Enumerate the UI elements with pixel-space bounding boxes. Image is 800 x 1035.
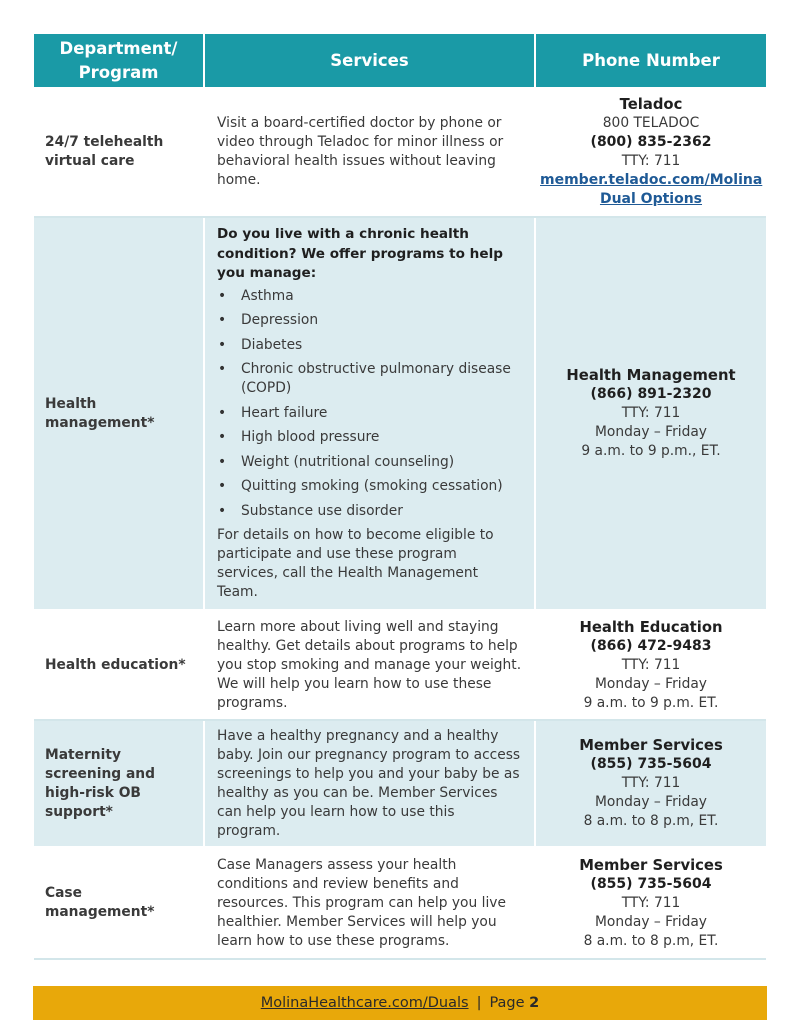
phone-tty: TTY: 711 (621, 775, 681, 791)
services-cell: Learn more about living well and staying healthy. Get details about programs to help you stop smoking and manage your weight. We will help you learn how to use these programs. (204, 610, 535, 720)
department-cell: 24/7 telehealth virtual care (34, 87, 204, 217)
phone-cell (535, 87, 766, 217)
header-services: Services (204, 34, 535, 87)
phone-number: (855) 735-5604 (590, 875, 712, 892)
teladoc-link-line1: member.teladoc.com/Molina (540, 171, 763, 188)
phone-hours: 9 a.m. to 9 p.m. ET. (583, 694, 719, 711)
table-row-health-education (34, 610, 766, 720)
phone-tty: TTY: 711 (621, 894, 681, 911)
teladoc-link-line2: Dual Options (599, 190, 703, 207)
department-cell: Maternity screening and high-risk OB support* (34, 720, 204, 847)
header-phone-number: Phone Number (535, 34, 766, 87)
table-row-telehealth (34, 87, 766, 217)
table-row-maternity (34, 720, 766, 847)
list-item: • Quitting smoking (smoking cessation) (217, 477, 522, 496)
phone-tty: TTY: 711 (621, 405, 681, 421)
phone-contact-name: Member Services (579, 737, 723, 754)
phone-cell (535, 720, 766, 847)
phone-cell (535, 847, 766, 959)
services-cell: Case Managers assess your health conditions and review benefits and resources. This program can help you live healthier. Member Services will help you learn how to use these programs. (204, 847, 535, 959)
list-item: • Diabetes (217, 336, 522, 355)
phone-contact-name: Member Services (579, 856, 723, 874)
list-item: • Weight (nutritional counseling) (217, 453, 522, 472)
footer-separator: | (476, 995, 482, 1011)
phone-days: Monday – Friday (595, 424, 707, 440)
phone-number: (800) 835-2362 (590, 133, 712, 150)
services-cell (204, 217, 535, 610)
phone-vanity-number: 800 TELADOC (602, 114, 700, 131)
phone-days: Monday – Friday (595, 794, 707, 810)
department-cell: Case management* (34, 847, 204, 959)
list-item: • Heart failure (217, 404, 522, 423)
header-department: Department/ Program (34, 34, 204, 87)
phone-cell (535, 217, 766, 610)
services-table (34, 34, 766, 960)
phone-hours: 8 a.m. to 8 p.m, ET. (583, 813, 719, 829)
phone-tty: TTY: 711 (621, 152, 681, 169)
services-intro: Do you live with a chronic health condition? We offer programs to help you manage: (217, 226, 503, 281)
page-footer (33, 986, 767, 1020)
phone-days: Monday – Friday (595, 913, 707, 930)
services-cell: Have a healthy pregnancy and a healthy baby. Join our pregnancy program to access screenings to help you and your baby be as healthy as you can be. Member Services can help you learn how to use this program. (204, 720, 535, 847)
list-item: • Depression (217, 311, 522, 330)
list-item: • Substance use disorder (217, 502, 522, 521)
footer-website-link[interactable]: MolinaHealthcare.com/Duals (260, 995, 469, 1011)
table-header-row (34, 34, 766, 87)
phone-contact-name: Health Education (579, 618, 723, 636)
list-item: • High blood pressure (217, 428, 522, 447)
services-cell: Visit a board-certified doctor by phone or video through Teladoc for minor illness or behavioral health issues without leaving home. (204, 87, 535, 217)
phone-number: (855) 735-5604 (590, 756, 712, 772)
list-item: • Chronic obstructive pulmonary disease (COPD) (217, 360, 522, 398)
phone-hours: 8 a.m. to 8 p.m, ET. (583, 932, 719, 949)
teladoc-link[interactable] (540, 171, 762, 209)
table-row-health-management (34, 217, 766, 610)
department-cell: Health management* (34, 217, 204, 610)
phone-contact-name: Health Management (566, 367, 736, 384)
phone-number: (866) 472-9483 (590, 637, 712, 654)
services-outro: For details on how to become eligible to participate and use these program services, call the Health Management Team. (217, 527, 494, 600)
phone-number: (866) 891-2320 (590, 386, 712, 402)
list-item: • Asthma (217, 287, 522, 306)
department-cell: Health education* (34, 610, 204, 720)
phone-days: Monday – Friday (595, 675, 707, 692)
phone-tty: TTY: 711 (621, 656, 681, 673)
phone-cell (535, 610, 766, 720)
condition-list (217, 287, 522, 521)
phone-hours: 9 a.m. to 9 p.m., ET. (581, 443, 721, 459)
phone-contact-name: Teladoc (619, 95, 683, 113)
footer-page-number: 2 (529, 995, 540, 1011)
footer-page-label: Page (489, 995, 525, 1011)
table-row-case-management (34, 847, 766, 959)
